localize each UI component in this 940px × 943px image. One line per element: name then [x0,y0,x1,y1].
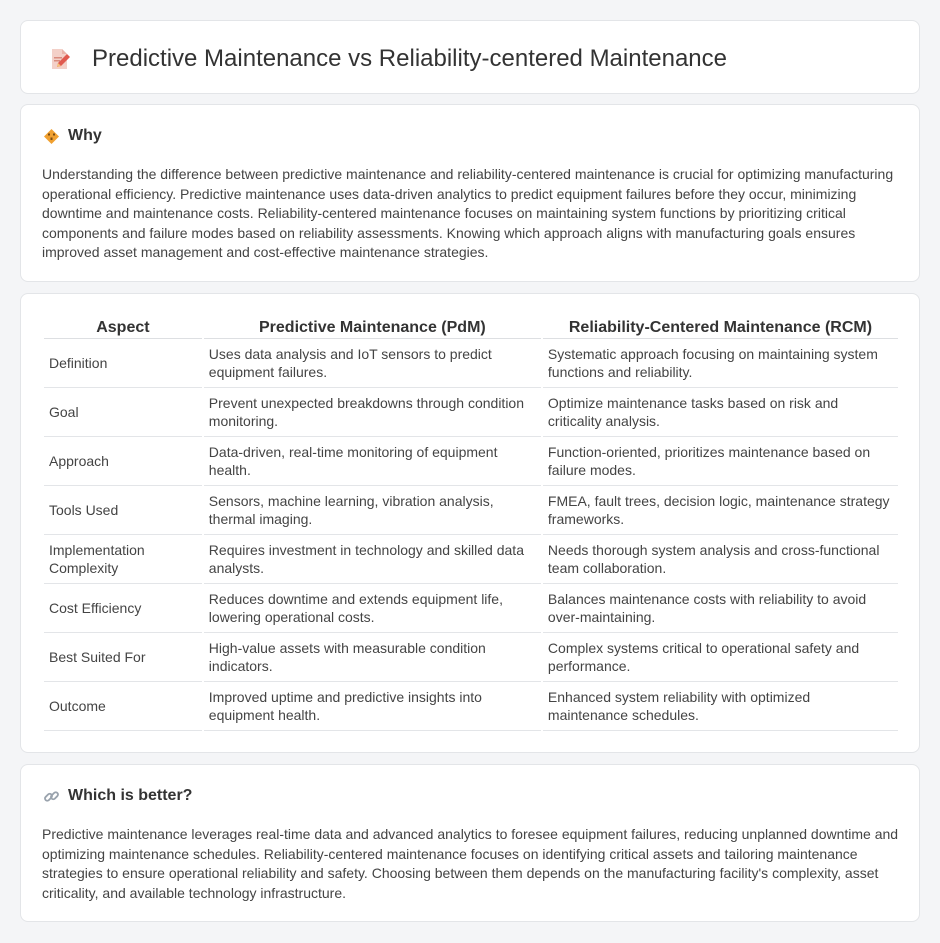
comparison-table [42,315,900,731]
table-row [44,339,898,388]
which-better-heading [43,787,192,805]
aspect-cell: Best Suited For [44,633,202,682]
header-aspect: Aspect [44,315,202,339]
rcm-cell: Balances maintenance costs with reliability to avoid over-maintaining. [543,584,898,633]
link-icon [43,788,60,805]
rcm-cell: Complex systems critical to operational safety and performance. [543,633,898,682]
diamond-warning-icon [43,128,60,145]
aspect-cell: Cost Efficiency [44,584,202,633]
comparison-card [20,293,920,753]
page-title: Predictive Maintenance vs Reliability-centered Maintenance [92,45,727,72]
pdm-cell: Data-driven, real-time monitoring of equipment health. [204,437,541,486]
which-better-text: Predictive maintenance leverages real-time data and advanced analytics to foresee equipment failures, reducing unplanned downtime and optimizing maintenance schedules. Reliability-centered maintenance focuses on identifying critical assets and tailoring maintenance strategies to ensure operational reliability and safety. Choosing between them depends on the manufacturing facility's complexity, asset criticality, and available technology infrastructure. [42,826,899,901]
which-better-title: Which is better? [68,787,193,804]
table-header-row [44,315,898,339]
table-row [44,486,898,535]
table-row [44,633,898,682]
pdm-cell: High-value assets with measurable condition indicators. [204,633,541,682]
why-card [20,104,920,282]
rcm-cell: Needs thorough system analysis and cross-functional team collaboration. [543,535,898,584]
aspect-cell: Outcome [44,682,202,731]
table-row [44,584,898,633]
header-pdm: Predictive Maintenance (PdM) [204,315,541,339]
document-pencil-icon [48,47,72,71]
pdm-cell: Prevent unexpected breakdowns through condition monitoring. [204,388,541,437]
aspect-cell: Definition [44,339,202,388]
table-row [44,388,898,437]
table-row [44,437,898,486]
aspect-cell: Goal [44,388,202,437]
rcm-cell: Function-oriented, prioritizes maintenance based on failure modes. [543,437,898,486]
why-text: Understanding the difference between predictive maintenance and reliability-centered maintenance is crucial for optimizing manufacturing operational efficiency. Predictive maintenance uses data-driven analytics to predict equipment failures before they occur, minimizing downtime and maintenance costs. Reliability-centered maintenance focuses on maintaining system functions by prioritizing critical components and failure modes based on reliability assessments. Knowing which approach aligns with manufacturing goals ensures improved asset management and cost-effective maintenance strategies. [42,166,894,261]
pdm-cell: Sensors, machine learning, vibration analysis, thermal imaging. [204,486,541,535]
aspect-cell: Tools Used [44,486,202,535]
pdm-cell: Reduces downtime and extends equipment life, lowering operational costs. [204,584,541,633]
rcm-cell: Enhanced system reliability with optimized maintenance schedules. [543,682,898,731]
rcm-cell: Optimize maintenance tasks based on risk and criticality analysis. [543,388,898,437]
pdm-cell: Uses data analysis and IoT sensors to predict equipment failures. [204,339,541,388]
header-card [20,20,920,94]
pdm-cell: Improved uptime and predictive insights into equipment health. [204,682,541,731]
pdm-cell: Requires investment in technology and skilled data analysts. [204,535,541,584]
why-heading [43,127,102,145]
rcm-cell: FMEA, fault trees, decision logic, maintenance strategy frameworks. [543,486,898,535]
which-better-card [20,764,920,922]
table-row [44,682,898,731]
why-title: Why [68,127,102,144]
aspect-cell: Implementation Complexity [44,535,202,584]
header-rcm: Reliability-Centered Maintenance (RCM) [543,315,898,339]
table-row [44,535,898,584]
aspect-cell: Approach [44,437,202,486]
rcm-cell: Systematic approach focusing on maintaining system functions and reliability. [543,339,898,388]
